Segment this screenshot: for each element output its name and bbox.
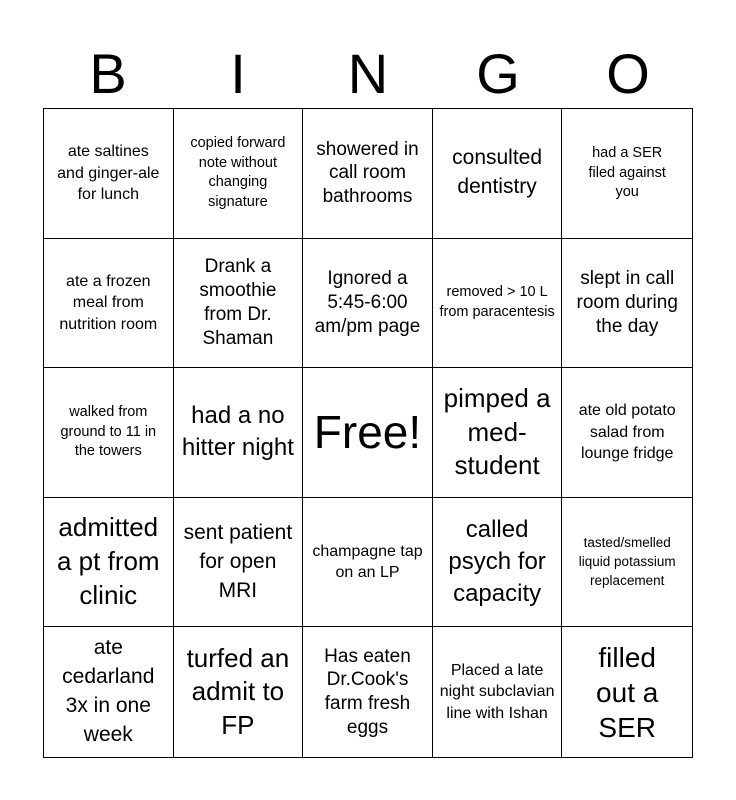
- cell-label: called psych for capacity: [448, 515, 546, 608]
- cell-label: showered in call room bathrooms: [316, 138, 419, 208]
- bingo-cell[interactable]: [174, 109, 304, 239]
- bingo-cell[interactable]: [433, 498, 563, 628]
- free-space[interactable]: [303, 368, 433, 498]
- header-letter-i: I: [230, 42, 246, 105]
- bingo-cell[interactable]: [44, 498, 174, 628]
- bingo-board: [43, 108, 693, 758]
- bingo-cell[interactable]: [562, 627, 692, 757]
- bingo-cell[interactable]: [562, 368, 692, 498]
- cell-label: Placed a late night subclavian line with Ishan: [439, 661, 555, 722]
- bingo-cell[interactable]: [562, 109, 692, 239]
- cell-label: copied forward note without changing signature: [190, 135, 286, 210]
- cell-label: ate old potato salad from lounge fridge: [578, 402, 676, 463]
- bingo-cell[interactable]: [44, 627, 174, 757]
- cell-label: Ignored a 5:45-6:00 am/pm page: [314, 268, 421, 337]
- bingo-cell[interactable]: [303, 239, 433, 369]
- cell-label: ate cedarland 3x in one week: [62, 636, 155, 747]
- bingo-cell[interactable]: [433, 627, 563, 757]
- bingo-cell[interactable]: [174, 498, 304, 628]
- cell-label: had a no hitter night: [181, 402, 294, 462]
- bingo-cell[interactable]: [562, 239, 692, 369]
- bingo-cell[interactable]: [433, 239, 563, 369]
- cell-label: Has eaten Dr.Cook's farm fresh eggs: [324, 645, 411, 738]
- cell-label: had a SER filed against you: [588, 144, 666, 201]
- cell-label: turfed an admit to FP: [186, 642, 290, 741]
- cell-label: tasted/smelled liquid potassium replacement: [578, 534, 676, 588]
- bingo-cell[interactable]: [174, 368, 304, 498]
- header-letter-n: N: [347, 42, 389, 105]
- bingo-cell[interactable]: [433, 368, 563, 498]
- cell-label: champagne tap on an LP: [312, 542, 423, 582]
- bingo-cell[interactable]: [303, 498, 433, 628]
- cell-label: ate saltines and ginger-ale for lunch: [57, 142, 160, 204]
- bingo-header: [43, 40, 693, 108]
- cell-label: consulted dentistry: [452, 146, 543, 199]
- bingo-cell[interactable]: [44, 109, 174, 239]
- cell-label: Drank a smoothie from Dr. Shaman: [199, 256, 277, 349]
- bingo-cell[interactable]: [174, 239, 304, 369]
- cell-label: removed > 10 L from paracentesis: [439, 284, 555, 320]
- bingo-cell[interactable]: [44, 239, 174, 369]
- cell-label: admitted a pt from clinic: [57, 512, 160, 610]
- cell-label: filled out a SER: [596, 641, 659, 743]
- cell-label: slept in call room during the day: [576, 268, 678, 337]
- free-label: Free!: [313, 406, 422, 459]
- cell-label: pimped a med-student: [443, 382, 551, 481]
- bingo-cell[interactable]: [303, 627, 433, 757]
- bingo-cell[interactable]: [44, 368, 174, 498]
- cell-label: walked from ground to 11 in the towers: [60, 404, 157, 460]
- bingo-cell[interactable]: [303, 109, 433, 239]
- header-letter-g: G: [476, 42, 520, 105]
- bingo-cell[interactable]: [174, 627, 304, 757]
- cell-label: ate a frozen meal from nutrition room: [59, 272, 158, 333]
- cell-label: sent patient for open MRI: [183, 520, 293, 602]
- header-letter-o: O: [606, 42, 650, 105]
- header-letter-b: B: [89, 42, 127, 105]
- bingo-cell[interactable]: [562, 498, 692, 628]
- bingo-cell[interactable]: [433, 109, 563, 239]
